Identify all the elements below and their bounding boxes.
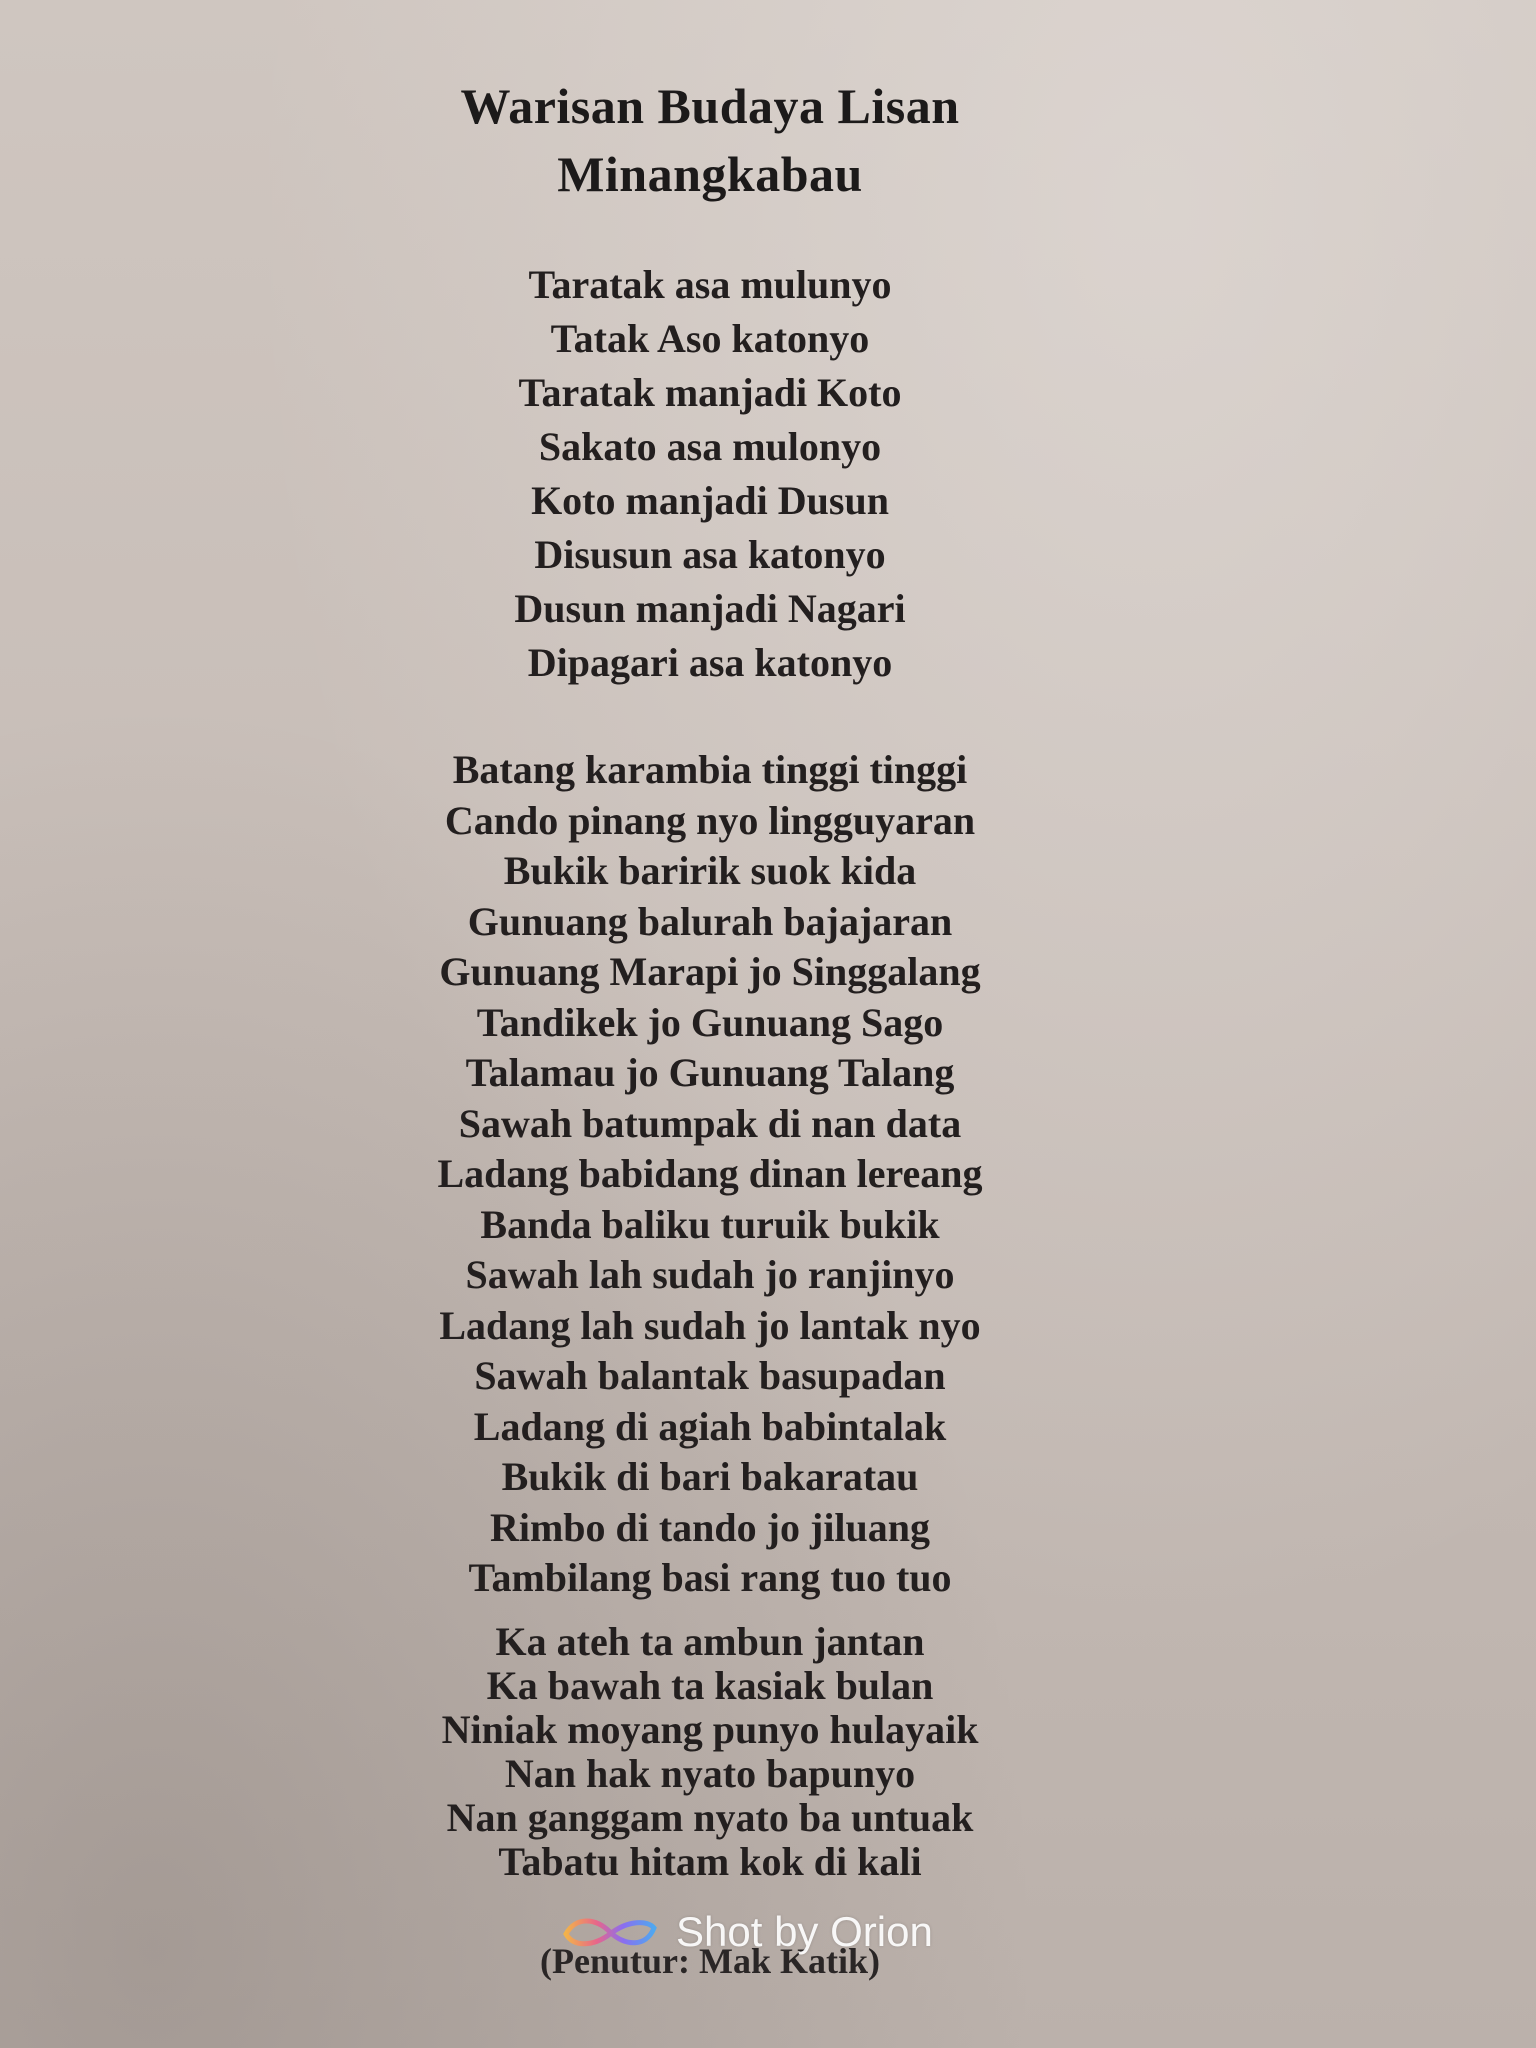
- infinity-logo-icon: [558, 1910, 662, 1954]
- poem-line: Nan ganggam nyato ba untuak: [446, 1795, 974, 1840]
- poem-line: Dipagari asa katonyo: [527, 640, 893, 685]
- poem-line: Nan hak nyato bapunyo: [504, 1751, 916, 1796]
- poem-line: Ladang lah sudah jo lantak nyo: [439, 1302, 981, 1348]
- poem-title: [0, 72, 1420, 208]
- poem-line: Ka ateh ta ambun jantan: [495, 1619, 925, 1664]
- title-line-1: Warisan Budaya Lisan: [460, 78, 960, 134]
- poem-line: Tabatu hitam kok di kali: [498, 1839, 922, 1884]
- stanza-2: [0, 745, 1420, 1604]
- stanza-3: [0, 1620, 1420, 1884]
- poem-line: Bukik baririk suok kida: [503, 848, 917, 893]
- poem-line: Tatak Aso katonyo: [550, 316, 870, 361]
- poem-line: Batang karambia tinggi tinggi: [452, 747, 968, 792]
- watermark-text: Shot by Orion: [676, 1908, 933, 1955]
- camera-watermark: [558, 1908, 933, 1956]
- poem-line: Tandikek jo Gunuang Sago: [476, 999, 944, 1045]
- poem-line: Ka bawah ta kasiak bulan: [486, 1663, 934, 1708]
- poem-line: Cando pinang nyo lingguyaran: [444, 797, 976, 843]
- poem-line: Sawah batumpak di nan data: [458, 1100, 962, 1146]
- poem-line: Disusun asa katonyo: [534, 532, 886, 577]
- title-line-2: Minangkabau: [557, 146, 863, 202]
- poem-line: Banda baliku turuik bukik: [480, 1201, 940, 1247]
- poem-line: Taratak asa mulunyo: [528, 262, 892, 307]
- poem-line: Sawah lah sudah jo ranjinyo: [465, 1252, 955, 1297]
- narrator-credit: (Penutur: Mak Katik): [540, 1941, 880, 1981]
- poem-line: Niniak moyang punyo hulayaik: [441, 1707, 979, 1752]
- poem-line: Ladang babidang dinan lereang: [437, 1151, 983, 1196]
- poem-line: Rimbo di tando jo jiluang: [489, 1504, 931, 1550]
- poem-line: Sakato asa mulonyo: [538, 424, 882, 469]
- poem-line: Gunuang Marapi jo Singgalang: [439, 949, 981, 994]
- poem-line: Koto manjadi Dusun: [531, 478, 889, 523]
- poem-line: Dusun manjadi Nagari: [514, 586, 906, 631]
- poem-line: Sawah balantak basupadan: [474, 1353, 946, 1398]
- poem-line: Bukik di bari bakaratau: [501, 1454, 919, 1499]
- poem-line: Ladang di agiah babintalak: [473, 1403, 947, 1449]
- poem-line: Taratak manjadi Koto: [518, 370, 902, 415]
- poem-line: Tambilang basi rang tuo tuo: [468, 1555, 952, 1600]
- poem-line: Gunuang balurah bajajaran: [467, 898, 953, 944]
- poem-line: Talamau jo Gunuang Talang: [465, 1050, 955, 1095]
- stanza-1: [0, 258, 1420, 690]
